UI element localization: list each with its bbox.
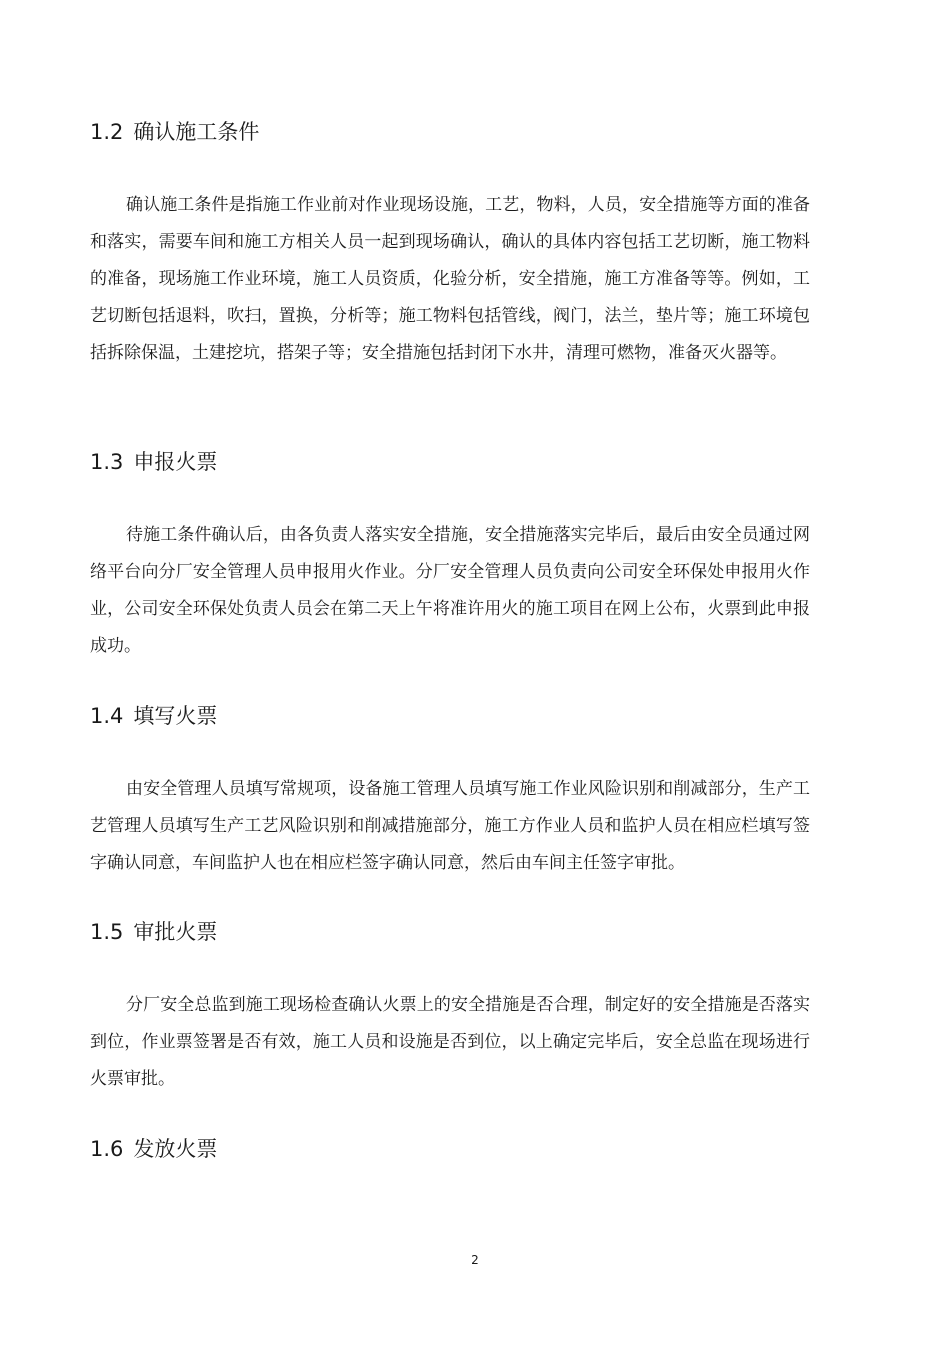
section-body-1-4: 由安全管理人员填写常规项，设备施工管理人员填写施工作业风险识别和削减部分，生产工艺管理人员填写生产工艺风险识别和削减措施部分，施工方作业人员和监护人员在相应栏填写签字确认同意，车间监护人也在相应栏签字确认同意，然后由车间主任签字审批。: [90, 779, 810, 873]
section-number: 1.6: [90, 1137, 124, 1161]
section-body-1-3: 待施工条件确认后，由各负责人落实安全措施，安全措施落实完毕后，最后由安全员通过网络平台向分厂安全管理人员申报用火作业。分厂安全管理人员负责向公司安全环保处申报用火作业，公司安全环保处负责人员会在第二天上午将准许用火的施工项目在网上公布，火票到此申报成功。: [90, 525, 810, 656]
section-number: 1.3: [90, 450, 124, 474]
section-number: 1.4: [90, 704, 124, 728]
section-heading-1-3: [90, 447, 810, 477]
section-title: 填写火票: [133, 704, 218, 728]
section-heading-1-6: [90, 1134, 810, 1164]
section-heading-1-4: [90, 701, 810, 731]
section-title: 发放火票: [133, 1137, 218, 1161]
section-title: 审批火票: [133, 920, 218, 944]
section-body-1-5: 分厂安全总监到施工现场检查确认火票上的安全措施是否合理，制定好的安全措施是否落实到位，作业票签署是否有效，施工人员和设施是否到位，以上确定完毕后，安全总监在现场进行火票审批。: [90, 995, 810, 1089]
section-heading-1-2: [90, 117, 810, 147]
section-body-1-2: 确认施工条件是指施工作业前对作业现场设施，工艺，物料，人员，安全措施等方面的准备和落实，需要车间和施工方相关人员一起到现场确认，确认的具体内容包括工艺切断，施工物料的准备，现场施工作业环境，施工人员资质，化验分析，安全措施，施工方准备等等。例如，工艺切断包括退料，吹扫，置换，分析等；施工物料包括管线，阀门，法兰，垫片等；施工环境包括拆除保温，土建挖坑，搭架子等；安全措施包括封闭下水井，清理可燃物，准备灭火器等。: [90, 195, 810, 363]
section-title: 确认施工条件: [133, 120, 260, 144]
page-number: 2: [471, 1253, 479, 1267]
section-number: 1.2: [90, 120, 124, 144]
section-number: 1.5: [90, 920, 124, 944]
section-title: 申报火票: [133, 450, 218, 474]
section-heading-1-5: [90, 917, 810, 947]
